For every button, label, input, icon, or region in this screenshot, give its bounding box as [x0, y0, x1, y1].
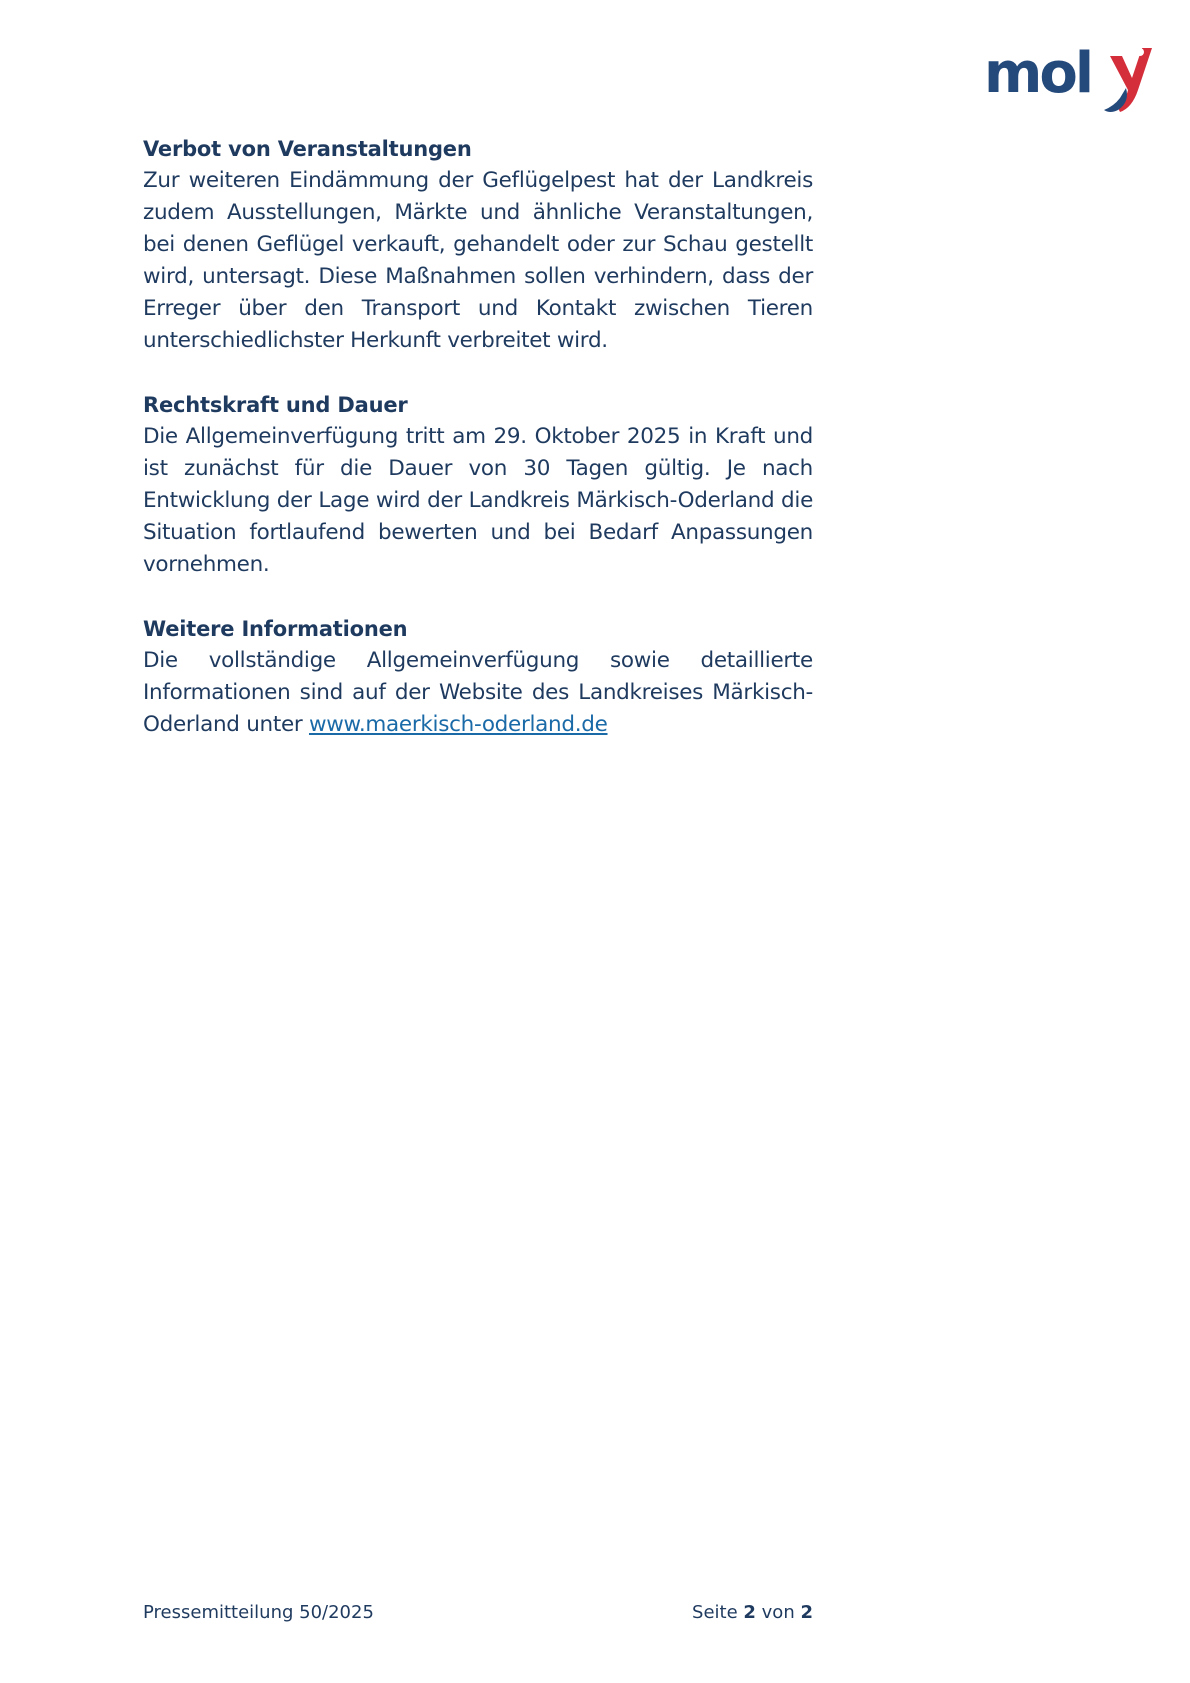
page-prefix: Seite: [692, 1602, 738, 1623]
press-release-number: Pressemitteilung 50/2025: [143, 1602, 374, 1623]
section-informationen: [143, 613, 813, 741]
logo-y-mark: [1104, 48, 1152, 112]
section-heading: Verbot von Veranstaltungen: [143, 137, 472, 161]
page-current: 2: [743, 1602, 756, 1623]
paragraph-text: Die vollständige Allgemeinverfügung sowie detaillierte Informationen sind auf der Website des Landkreises Märkisch-Oderland unter: [143, 648, 813, 737]
section-paragraph: Die Allgemeinverfügung tritt am 29. Oktober 2025 in Kraft und ist zunächst für die Dauer von 30 Tagen gültig. Je nach Entwicklung der Lage wird der Landkreis Märkisch-Oderland die Situation fortlaufend bewerten und bei Bedarf Anpassungen vornehmen.: [143, 424, 813, 577]
section-heading: Rechtskraft und Dauer: [143, 393, 408, 417]
logo-text: mol: [984, 41, 1092, 106]
section-verbot: [143, 133, 813, 357]
section-heading: Weitere Informationen: [143, 617, 408, 641]
document-body: [143, 133, 813, 773]
moly-logo: [982, 40, 1162, 120]
page-number: [692, 1601, 813, 1625]
section-rechtskraft: [143, 389, 813, 581]
page-separator: von: [761, 1602, 795, 1623]
website-link[interactable]: www.maerkisch-oderland.de: [308, 712, 608, 737]
section-paragraph: Zur weiteren Eindämmung der Geflügelpest hat der Landkreis zudem Ausstellungen, Märkte und ähnliche Veranstaltungen, bei denen Geflügel verkauft, gehandelt oder zur Schau gestellt wird, untersagt. Diese Maßnahmen sollen verhindern, dass der Erreger über den Transport und Kontakt zwischen Tieren unterschiedlichster Herkunft verbreitet wird.: [143, 168, 813, 353]
page-total: 2: [800, 1602, 813, 1623]
section-paragraph: [143, 645, 813, 741]
